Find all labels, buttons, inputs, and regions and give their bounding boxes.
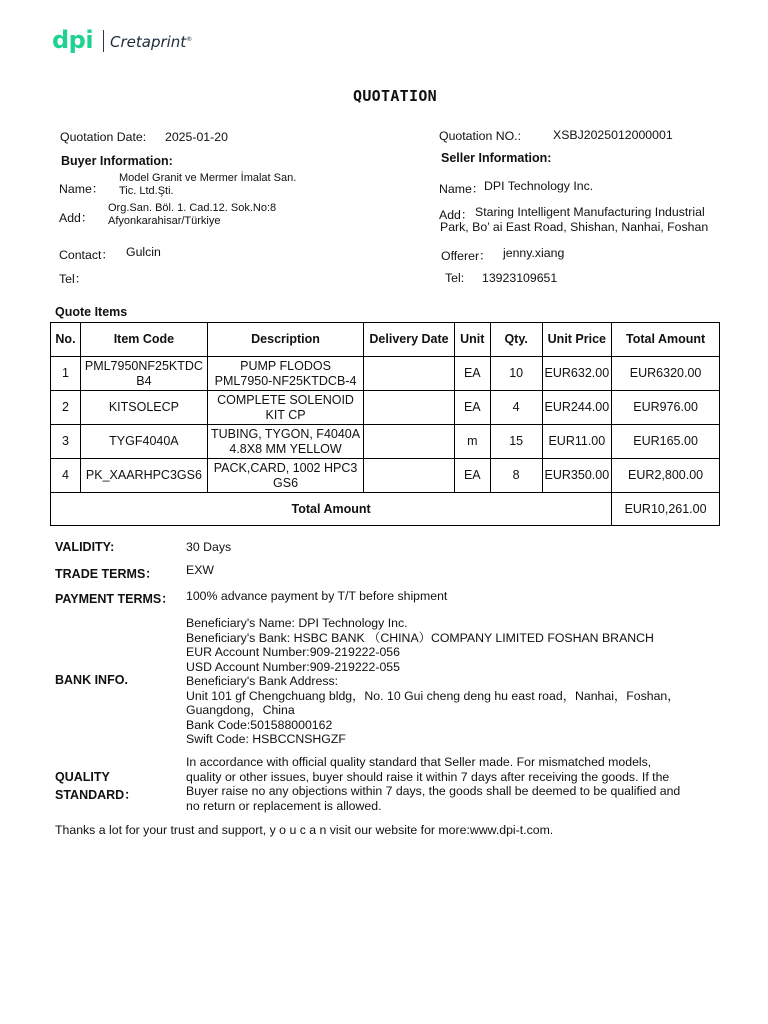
seller-name-label: Name： — [439, 182, 485, 196]
brand-name: Cretaprint — [110, 33, 187, 51]
cell-total: EUR976.00 — [612, 391, 720, 425]
cell-unit-price: EUR244.00 — [542, 391, 612, 425]
header-qty: Qty. — [490, 323, 542, 357]
cell-description: PACK,CARD, 1002 HPC3 GS6 — [207, 459, 363, 493]
buyer-name-label: Name： — [59, 182, 105, 196]
bank-info-block — [186, 616, 680, 747]
bank-line: Guangdong，China — [186, 703, 295, 717]
trademark: ® — [186, 36, 193, 43]
footer-thanks: Thanks a lot for your trust and support, y o u c a n visit our website for more:www.dpi-t.com. — [55, 823, 554, 837]
buyer-contact-label: Contact： — [59, 248, 114, 262]
seller-name: DPI Technology Inc. — [484, 179, 594, 193]
seller-add-label: Add： — [439, 208, 474, 222]
quotation-date: 2025-01-20 — [165, 130, 228, 144]
cell-unit-price: EUR350.00 — [542, 459, 612, 493]
cell-unit-price: EUR632.00 — [542, 357, 612, 391]
cell-qty: 8 — [490, 459, 542, 493]
quality-line: quality or other issues, buyer should raise it within 7 days after receiving the goods. If the — [186, 769, 670, 784]
cell-qty: 10 — [490, 357, 542, 391]
header-item-code: Item Code — [80, 323, 207, 357]
buyer-name-line1: Model Granit ve Mermer İmalat San. — [119, 172, 297, 184]
seller-add-line2: Park, Bo’ ai East Road, Shishan, Nanhai, Foshan — [440, 220, 709, 234]
table-header-row — [51, 323, 720, 357]
table-row — [51, 357, 720, 391]
buyer-add-line1: Org.San. Böl. 1. Cad.12. Sok.No:8 — [108, 202, 277, 214]
cell-no: 2 — [51, 391, 81, 425]
header-total-amount: Total Amount — [612, 323, 720, 357]
bank-line: Beneficiary's Bank: HSBC BANK （CHINA）COMPANY LIMITED FOSHAN BRANCH — [186, 630, 654, 645]
bank-line: Swift Code: HSBCCNSHGZF — [186, 732, 346, 746]
cell-unit: EA — [454, 459, 490, 493]
quotation-no-label: Quotation NO.: — [439, 129, 522, 143]
cell-delivery-date — [364, 391, 455, 425]
bank-line: Unit 101 gf Chengchuang bldg，No. 10 Gui cheng deng hu east road，Nanhai，Foshan， — [186, 688, 680, 703]
table-row — [51, 391, 720, 425]
seller-offerer: jenny.xiang — [503, 246, 565, 260]
cell-description: PUMP FLODOS PML7950-NF25KTDCB-4 — [207, 357, 363, 391]
header-description: Description — [207, 323, 363, 357]
quotation-no: XSBJ2025012000001 — [553, 128, 673, 142]
quality-standard-label-2: STANDARD： — [55, 788, 137, 802]
bank-line: EUR Account Number:909-219222-056 — [186, 645, 400, 659]
bank-line: Beneficiary's Name: DPI Technology Inc. — [186, 616, 408, 630]
cell-item-code: KITSOLECP — [80, 391, 207, 425]
cretaprint-logo — [110, 31, 192, 51]
cell-unit-price: EUR11.00 — [542, 425, 612, 459]
trade-terms-value: EXW — [186, 563, 215, 577]
quality-standard-label-1: QUALITY — [55, 770, 110, 784]
buyer-contact: Gulcin — [126, 245, 161, 259]
cell-unit: EA — [454, 357, 490, 391]
cell-description: TUBING, TYGON, F4040A 4.8X8 MM YELLOW — [207, 425, 363, 459]
cell-total: EUR2,800.00 — [612, 459, 720, 493]
logo-divider — [103, 30, 104, 52]
trade-terms-label: TRADE TERMS： — [55, 567, 158, 581]
total-amount-label: Total Amount — [51, 493, 612, 526]
bank-line: Bank Code:501588000162 — [186, 717, 333, 732]
quality-line: no return or replacement is allowed. — [186, 798, 382, 813]
cell-no: 3 — [51, 425, 81, 459]
header-unit-price: Unit Price — [542, 323, 612, 357]
cell-item-code: PK_XAARHPC3GS6 — [80, 459, 207, 493]
cell-no: 4 — [51, 459, 81, 493]
cell-total: EUR165.00 — [612, 425, 720, 459]
cell-item-code: PML7950NF25KTDCB4 — [80, 357, 207, 391]
total-amount-value: EUR10,261.00 — [612, 493, 720, 526]
header-delivery-date: Delivery Date — [364, 323, 455, 357]
validity-label: VALIDITY: — [55, 540, 115, 554]
buyer-heading: Buyer Information: — [61, 154, 173, 168]
table-row — [51, 425, 720, 459]
cell-total: EUR6320.00 — [612, 357, 720, 391]
cell-qty: 15 — [490, 425, 542, 459]
cell-unit: m — [454, 425, 490, 459]
buyer-add-label: Add： — [59, 211, 94, 225]
header-no: No. — [51, 323, 81, 357]
quote-items-table — [50, 322, 720, 526]
payment-terms-label: PAYMENT TERMS： — [55, 592, 174, 606]
table-row — [51, 459, 720, 493]
seller-tel: 13923109651 — [482, 271, 558, 285]
payment-terms-value: 100% advance payment by T/T before shipment — [186, 589, 448, 603]
cell-delivery-date — [364, 357, 455, 391]
header-unit: Unit — [454, 323, 490, 357]
seller-offerer-label: Offerer： — [441, 249, 492, 263]
quality-line: In accordance with official quality standard that Seller made. For mismatched models, — [186, 755, 652, 769]
cell-delivery-date — [364, 425, 455, 459]
seller-add-line1: Staring Intelligent Manufacturing Industrial — [475, 205, 705, 219]
validity-value: 30 Days — [186, 540, 232, 554]
seller-tel-label: Tel: — [445, 271, 465, 285]
buyer-add-line2: Afyonkarahisar/Türkiye — [108, 215, 221, 227]
cell-qty: 4 — [490, 391, 542, 425]
bank-info-label: BANK INFO. — [55, 673, 128, 687]
bank-line: USD Account Number:909-219222-055 — [186, 659, 400, 674]
seller-heading: Seller Information: — [441, 151, 552, 165]
page-title: QUOTATION — [353, 87, 437, 105]
cell-unit: EA — [454, 391, 490, 425]
total-row — [51, 493, 720, 526]
quality-standard-block — [186, 755, 680, 813]
bank-line: Beneficiary's Bank Address: — [186, 674, 339, 688]
buyer-tel-label: Tel： — [59, 272, 88, 286]
quote-items-heading: Quote Items — [55, 305, 128, 319]
cell-delivery-date — [364, 459, 455, 493]
cell-item-code: TYGF4040A — [80, 425, 207, 459]
quotation-date-label: Quotation Date: — [60, 130, 147, 144]
buyer-name-line2: Tic. Ltd.Şti. — [119, 185, 174, 197]
cell-description: COMPLETE SOLENOID KIT CP — [207, 391, 363, 425]
cell-no: 1 — [51, 357, 81, 391]
quality-line: Buyer raise no any objections within 7 days, the goods shall be deemed to be qualified and — [186, 784, 681, 798]
dpi-logo: dpi — [52, 26, 94, 54]
